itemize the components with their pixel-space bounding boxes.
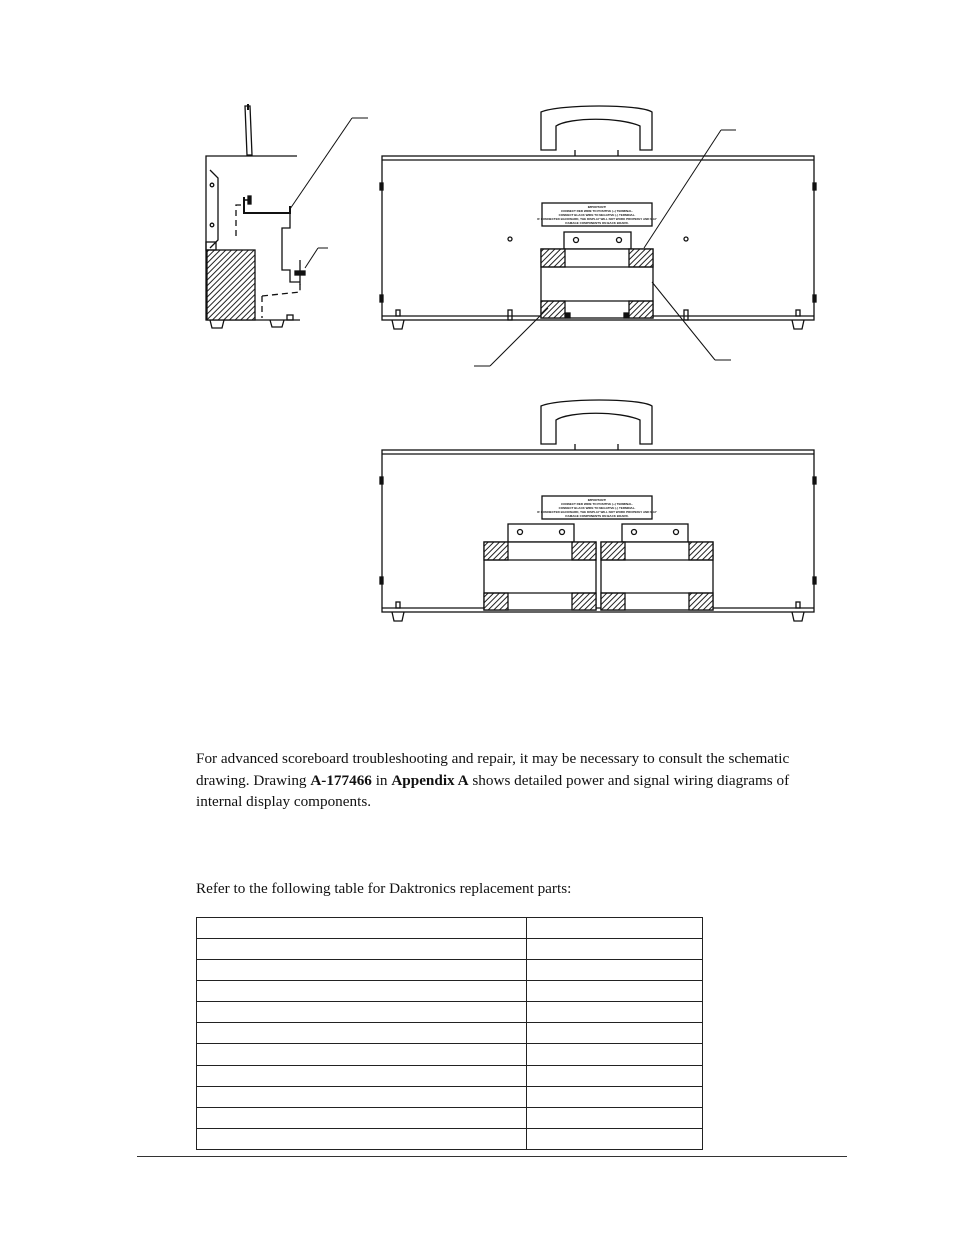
table-cell [527, 1002, 703, 1023]
table-row [197, 960, 703, 981]
label-text-line: IF CONNECTED BACKWARD, THE DISPLAY WILL NOT WORK PROPERLY AND MAY [537, 510, 657, 514]
table-cell [197, 1002, 527, 1023]
paragraph-text: in [371, 771, 392, 789]
footer-rule [137, 1156, 847, 1157]
table-cell [197, 939, 527, 960]
table-cell [197, 1086, 527, 1107]
table-cell [197, 1128, 527, 1149]
table-cell [197, 918, 527, 939]
label-text-line: DAMAGE COMPONENTS ON BACK BOARD. [565, 514, 629, 518]
table-row [197, 939, 703, 960]
table-cell [527, 1065, 703, 1086]
label-text-line: CONNECT RED WIRE TO POSITIVE (+) TERMINAL. [560, 502, 634, 506]
table-cell [197, 1023, 527, 1044]
paragraph-text: For advanced scoreboard troubleshooting and repair, it may be necessary to consult the schematic drawing. Drawing [196, 750, 790, 789]
table-row [197, 1107, 703, 1128]
label-text-line: CONNECT RED WIRE TO POSITIVE (+) TERMINAL. [560, 209, 634, 213]
label-text-line: CONNECT BLACK WIRE TO NEGATIVE (-) TERMINAL. [558, 213, 636, 217]
table-cell [197, 1107, 527, 1128]
table-row [197, 918, 703, 939]
parts-intro: Refer to the following table for Daktronics replacement parts: [196, 880, 572, 897]
table-cell [527, 918, 703, 939]
table-row [197, 1128, 703, 1149]
front-view-single-battery [380, 106, 816, 366]
table-row [197, 981, 703, 1002]
replacement-parts-table [196, 917, 703, 1150]
appendix-reference: Appendix A [391, 771, 469, 789]
table-row [197, 1086, 703, 1107]
table-cell [527, 1044, 703, 1065]
label-text-line: CONNECT BLACK WIRE TO NEGATIVE (-) TERMINAL. [558, 506, 636, 510]
label-text-line: DAMAGE COMPONENTS ON BACK BOARD. [565, 221, 629, 225]
table-cell [527, 981, 703, 1002]
table-cell [197, 1065, 527, 1086]
table-row [197, 1065, 703, 1086]
table-cell [197, 981, 527, 1002]
drawing-number: A-177466 [310, 771, 372, 789]
label-text-line: IMPORTANT! [587, 498, 607, 502]
label-text-line: IF CONNECTED BACKWARD, THE DISPLAY WILL NOT WORK PROPERLY AND MAY [537, 217, 657, 221]
table-cell [527, 939, 703, 960]
schematic-paragraph [196, 748, 836, 813]
table-cell [527, 1086, 703, 1107]
table-cell [527, 960, 703, 981]
table-cell [197, 1044, 527, 1065]
table-cell [527, 1128, 703, 1149]
table-row [197, 1044, 703, 1065]
paragraph-text: shows detailed power and signal wiring diagrams of internal display components. [196, 771, 790, 810]
table-row [197, 1002, 703, 1023]
table-cell [527, 1107, 703, 1128]
table-row [197, 1023, 703, 1044]
side-view [206, 104, 368, 328]
label-text-line: IMPORTANT! [587, 205, 607, 209]
table-cell [527, 1023, 703, 1044]
table-cell [197, 960, 527, 981]
